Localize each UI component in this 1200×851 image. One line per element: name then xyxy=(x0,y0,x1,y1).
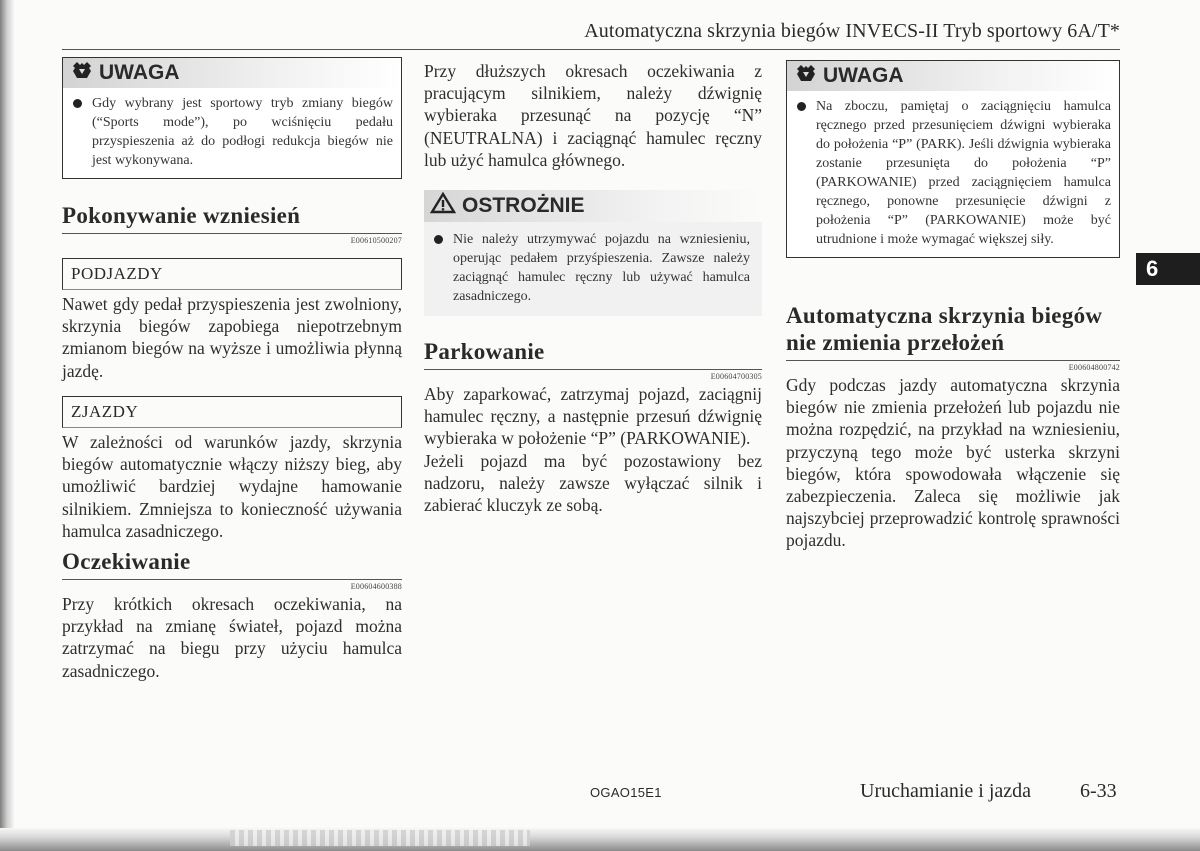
warning-title-2 xyxy=(787,61,1119,91)
page-binding-edge xyxy=(0,0,14,851)
bottom-scan-pattern xyxy=(230,830,530,846)
section-code: E00604700305 xyxy=(710,372,762,381)
header-rule xyxy=(62,49,1120,50)
subsection-label: PODJAZDY xyxy=(62,258,402,290)
section-heading: Automatyczna skrzynia biegów nie zmienia przełożeń xyxy=(786,303,1103,355)
section-rule xyxy=(62,233,402,234)
caution-text: Nie należy utrzymywać pojazdu na wzniesieniu, operując pedałem przyśpieszenia. Zawsze należy zaciągnąć hamulec ręczny lub używać hamulca zasadniczego. xyxy=(453,232,750,304)
caution-triangle-icon xyxy=(430,192,456,220)
warning-text-2: Na zboczu, pamiętaj o zaciągnięciu hamulca ręcznego przed przesunięciem dźwigni wybieraka do położenia “P” (PARK). Jeśli dźwignia wybieraka zostanie przesunięta do położenia “P” (PARKOWANIE) przed zaciągnięciem hamulca ręcznego, ponowne przesunięcie dźwigni z położenia “P” (PARKOWANIE) może być utrudnione i może wymagać większej siły. xyxy=(816,99,1111,247)
section-parking xyxy=(424,338,762,516)
section-code: E00604600388 xyxy=(350,582,402,591)
page-header-title: Automatyczna skrzynia biegów INVECS-II Tryb sportowy 6A/T* xyxy=(584,20,1120,42)
warning-title-1 xyxy=(63,58,401,88)
section-heading: Parkowanie xyxy=(424,339,545,364)
caution-title xyxy=(424,190,762,222)
subsection-text: Nawet gdy pedał przyspieszenia jest zwolniony, skrzynia biegów zapobiega niepotrzebnym zmianom biegów na wyższe i umożliwia płynną jazdę. xyxy=(62,294,402,381)
chapter-tab: 6 xyxy=(1136,253,1200,285)
section-text: Jeżeli pojazd ma być pozostawiony bez nadzoru, należy zawsze wyłączać silnik i zabierać kluczyk ze sobą. xyxy=(424,450,762,516)
warning-hand-icon xyxy=(795,63,817,89)
page-number: 6-33 xyxy=(1080,780,1117,802)
warning-title-text: UWAGA xyxy=(823,64,904,87)
section-climbing xyxy=(62,202,402,245)
footer-code: OGAO15E1 xyxy=(590,785,662,800)
subsection-label: ZJAZDY xyxy=(62,396,402,428)
waiting-continued-text: Przy dłuższych okresach oczekiwania z pracującym silnikiem, należy dźwignię wybieraka przesunąć na pozycję “N” (NEUTRALNA) i zaciągnąć hamulec ręczny lub użyć hamulca głównego. xyxy=(424,61,762,170)
footer-section: Uruchamianie i jazda xyxy=(860,780,1032,802)
bullet-icon xyxy=(434,235,443,244)
section-text: Przy krótkich okresach oczekiwania, na przykład na zmianę świateł, pojazd można zatrzymać na biegu przy użyciu hamulca zasadniczego. xyxy=(62,594,402,681)
warning-box-1 xyxy=(62,57,402,179)
section-rule xyxy=(62,579,402,580)
bullet-icon xyxy=(797,102,806,111)
section-heading: Pokonywanie wzniesień xyxy=(62,203,301,228)
section-code: E00604800742 xyxy=(1068,363,1120,372)
warning-text-1: Gdy wybrany jest sportowy tryb zmiany biegów (“Sports mode”), po wciśnięciu pedału przyspieszenia aż do podłogi redukcja biegów nie jest wykonywana. xyxy=(92,96,393,168)
subsection-uphill xyxy=(62,258,402,382)
warning-title-text: UWAGA xyxy=(99,61,180,84)
section-text: Gdy podczas jazdy automatyczna skrzynia biegów nie zmienia przełożeń lub pojazdu nie można rozpędzić, na przykład na wzniesieniu, przyczyną tego może być usterka skrzyni biegów, która spowodowała włączenie się zabezpieczenia. Zaleca się możliwie jak najszybciej przeprowadzić kontrolę sprawności pojazdu. xyxy=(786,375,1120,551)
bullet-icon xyxy=(73,99,82,108)
section-rule xyxy=(424,369,762,370)
subsection-text: W zależności od warunków jazdy, skrzynia biegów automatycznie włączy niższy bieg, aby umożliwić bardziej wydajne hamowanie silnikiem. Zmniejsza to konieczność używania hamulca zasadniczego. xyxy=(62,432,402,541)
subsection-downhill xyxy=(62,396,402,542)
section-text: Aby zaparkować, zatrzymaj pojazd, zaciągnij hamulec ręczny, a następnie przesuń dźwignię wybieraka w położenie “P” (PARKOWANIE). xyxy=(424,384,762,449)
caution-box xyxy=(424,190,762,316)
section-rule xyxy=(786,360,1120,361)
section-waiting xyxy=(62,548,402,682)
warning-box-2 xyxy=(786,60,1120,258)
section-code: E00610500207 xyxy=(350,236,402,245)
warning-hand-icon xyxy=(71,60,93,86)
caution-title-text: OSTROŻNIE xyxy=(462,194,585,217)
bottom-scan-strip xyxy=(0,828,1200,851)
section-heading: Oczekiwanie xyxy=(62,549,191,574)
section-noshift xyxy=(786,302,1120,552)
